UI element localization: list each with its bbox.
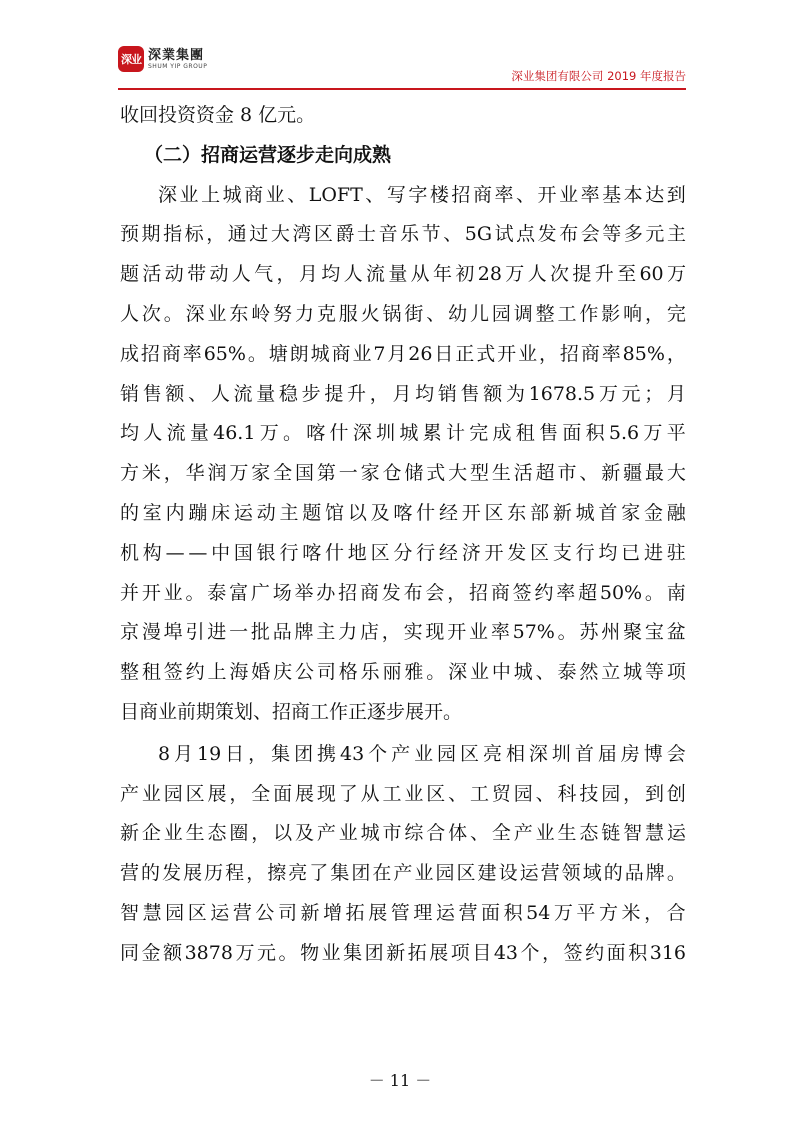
text-line: 新 企 业 生 态 圈 ， 以 及 产 业 城 市 综 合 体 、 全 产 业 生 态 链 智 慧 运	[120, 822, 686, 845]
paragraph-first-line: 8 月 19 日 ， 集 团 携 43 个 产 业 园 区 亮 相 深 圳 首 届 房 博 会	[158, 742, 686, 765]
text-line: 的 室 内 蹦 床 运 动 主 题 馆 以 及 喀 什 经 开 区 东 部 新 城 首 家 金 融	[120, 501, 686, 524]
text-line: 智 慧 园 区 运 营 公 司 新 增 拓 展 管 理 运 营 面 积 54 万 平 方 米 ， 合	[120, 901, 686, 924]
text-line: 均 人 流 量 46.1 万 。 喀 什 深 圳 城 累 计 完 成 租 售 面 积 5.6 万 平	[120, 422, 686, 445]
section-heading: （二）招商运营逐步走向成熟	[144, 143, 392, 166]
report-title: 深业集团有限公司 2019 年度报告	[511, 69, 686, 83]
logo-english-name: SHUM YIP GROUP	[148, 62, 208, 70]
text-line: 机 构 — — 中 国 银 行 喀 什 地 区 分 行 经 济 开 发 区 支 行 均 已 进 驻	[120, 541, 686, 564]
text-line: 人 次 。 深 业 东 岭 努 力 克 服 火 锅 街 、 幼 儿 园 调 整 工 作 影 响 ， 完	[120, 302, 686, 325]
page-header	[118, 40, 686, 92]
text-line: 整 租 签 约 上 海 婚 庆 公 司 格 乐 丽 雅 。 深 业 中 城 、 泰 然 立 城 等 项	[120, 661, 686, 684]
paragraph-first-line: 深 业 上 城 商 业 、 LOFT 、 写 字 楼 招 商 率 、 开 业 率 基 本 达 到	[158, 183, 686, 206]
logo-text	[148, 49, 207, 70]
document-body	[120, 96, 686, 974]
logo-seal-icon: 深业	[118, 46, 144, 72]
paragraph-last-line: 目商业前期策划、招商工作正逐步展开。	[120, 700, 463, 723]
page-number: － 11 －	[368, 1071, 432, 1090]
logo-chinese-name: 深業集團	[148, 47, 205, 63]
text-line: 成 招 商 率 65% 。 塘 朗 城 商 业 7 月 26 日 正 式 开 业 ， 招 商 率 85% ，	[120, 342, 686, 365]
company-logo	[118, 46, 207, 72]
header-divider	[118, 88, 686, 90]
text-line: 产 业 园 区 展 ， 全 面 展 现 了 从 工 业 区 、 工 贸 园 、 科 技 园 ， 到 创	[120, 782, 686, 805]
text-line: 预 期 指 标 ， 通 过 大 湾 区 爵 士 音 乐 节 、 5G 试 点 发 布 会 等 多 元 主	[120, 223, 686, 246]
text-line: 方 米 ， 华 润 万 家 全 国 第 一 家 仓 储 式 大 型 生 活 超 市 、 新 疆 最 大	[120, 462, 686, 485]
text-line: 京 漫 埠 引 进 一 批 品 牌 主 力 店 ， 实 现 开 业 率 57% 。 苏 州 聚 宝 盆	[120, 621, 686, 644]
text-line: 同 金 额 3878 万 元 。 物 业 集 团 新 拓 展 项 目 43 个 ， 签 约 面 积 316	[120, 941, 686, 964]
text-line: 题 活 动 带 动 人 气 ， 月 均 人 流 量 从 年 初 28 万 人 次 提 升 至 60 万	[120, 263, 686, 286]
text-line: 销 售 额 、 人 流 量 稳 步 提 升 ， 月 均 销 售 额 为 1678.5 万 元 ； 月	[120, 382, 686, 405]
text-line: 营 的 发 展 历 程 ， 擦 亮 了 集 团 在 产 业 园 区 建 设 运 营 领 域 的 品 牌 。	[120, 862, 686, 885]
text-line: 收回投资资金 8 亿元。	[120, 104, 316, 126]
text-line: 并 开 业 。 泰 富 广 场 举 办 招 商 发 布 会 ， 招 商 签 约 率 超 50% 。 南	[120, 581, 686, 604]
